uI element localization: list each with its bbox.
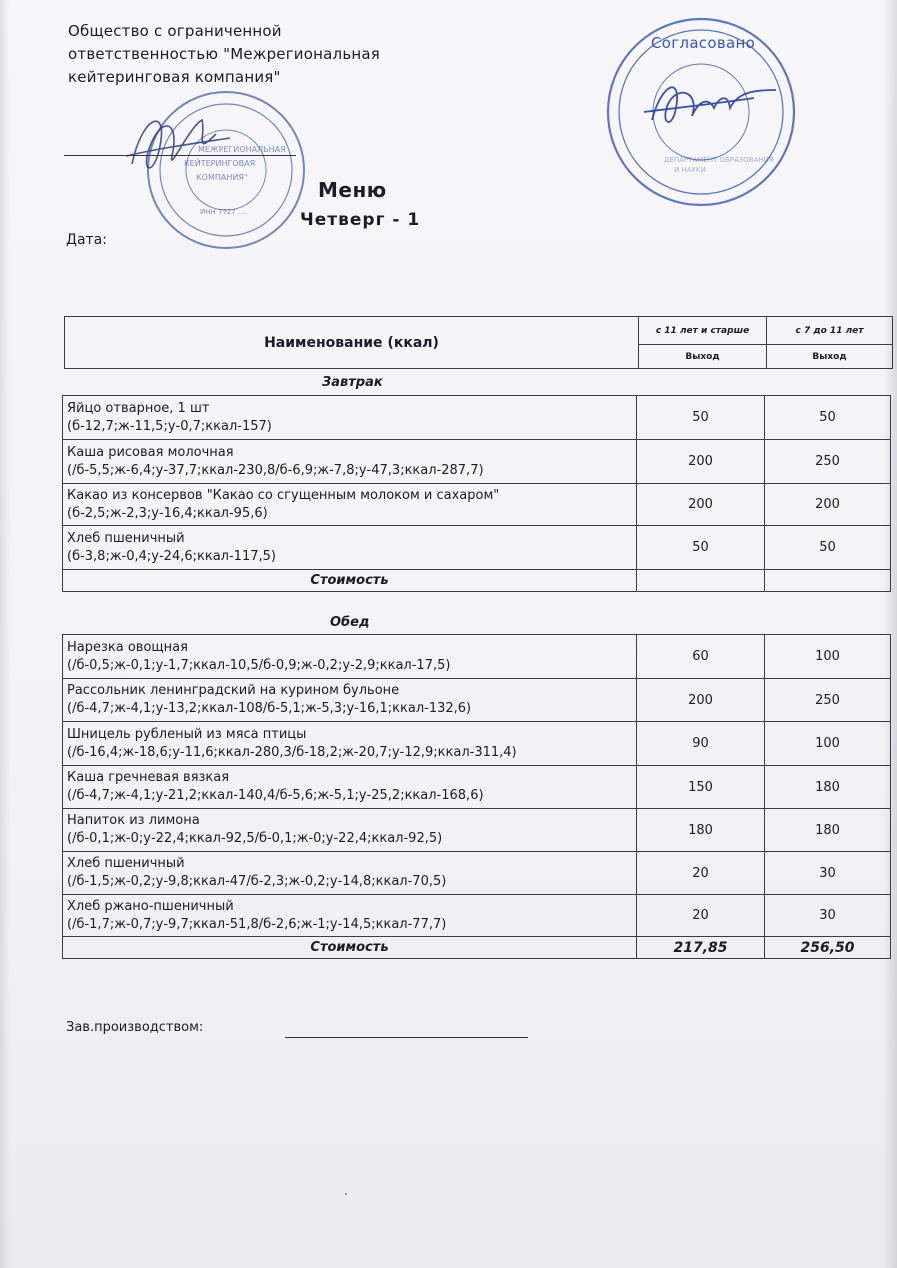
dish-nutrition: (б-3,8;ж-0,4;у-24,6;ккал-117,5) <box>67 548 276 564</box>
dish-name: Хлеб ржано-пшеничный <box>67 898 234 914</box>
total-row <box>63 570 891 592</box>
breakfast-table <box>62 395 891 592</box>
total-row <box>63 937 891 959</box>
dish-cell <box>63 484 637 526</box>
dish-cell <box>63 679 637 722</box>
portion-group-a: 90 <box>637 722 765 766</box>
paper-speck <box>345 1193 347 1195</box>
dish-nutrition: (б-12,7;ж-11,5;у-0,7;ккал-157) <box>67 418 272 434</box>
table-row <box>63 809 891 852</box>
signature-line <box>64 155 296 156</box>
section-title-breakfast: Завтрак <box>322 375 383 390</box>
svg-text:КОМПАНИЯ": КОМПАНИЯ" <box>196 173 248 182</box>
column-header-group-b: с 7 до 11 лет <box>767 317 893 345</box>
portion-group-b: 200 <box>765 484 891 526</box>
portion-group-b: 250 <box>765 440 891 484</box>
total-group-b <box>765 570 891 592</box>
dish-nutrition: (/б-1,7;ж-0,7;у-9,7;ккал-51,8/б-2,6;ж-1;у-14,5;ккал-77,7) <box>67 916 447 932</box>
table-row <box>63 852 891 895</box>
portion-group-a: 50 <box>637 526 765 570</box>
svg-text:МЕЖРЕГИОНАЛЬНАЯ: МЕЖРЕГИОНАЛЬНАЯ <box>198 145 286 154</box>
dish-nutrition: (/б-0,5;ж-0,1;у-1,7;ккал-10,5/б-0,9;ж-0,2;у-2,9;ккал-17,5) <box>67 657 451 673</box>
dish-cell <box>63 722 637 766</box>
production-manager-label: Зав.производством: <box>66 1020 204 1035</box>
portion-group-b: 100 <box>765 635 891 679</box>
dish-name: Хлеб пшеничный <box>67 856 185 871</box>
total-group-a <box>637 570 765 592</box>
portion-group-b: 100 <box>765 722 891 766</box>
dish-name: Каша рисовая молочная <box>67 444 234 460</box>
portion-group-a: 150 <box>637 766 765 809</box>
portion-group-b: 50 <box>765 526 891 570</box>
total-group-b: 256,50 <box>765 937 891 959</box>
table-row <box>63 526 891 570</box>
table-row <box>63 440 891 484</box>
dish-cell <box>63 895 637 937</box>
column-header-output-a: Выход <box>639 345 767 369</box>
dish-nutrition: (б-2,5;ж-2,3;у-16,4;ккал-95,6) <box>67 505 268 521</box>
company-name <box>68 20 428 89</box>
dish-name: Шницель рубленый из мяса птицы <box>67 726 307 742</box>
section-title-lunch: Обед <box>330 615 370 630</box>
column-header-output-b: Выход <box>767 345 893 369</box>
table-row <box>63 484 891 526</box>
portion-group-a: 200 <box>637 484 765 526</box>
portion-group-b: 180 <box>765 809 891 852</box>
portion-group-a: 200 <box>637 440 765 484</box>
dish-cell <box>63 852 637 895</box>
portion-group-a: 20 <box>637 852 765 895</box>
dish-nutrition: (/б-16,4;ж-18,6;у-11,6;ккал-280,3/б-18,2;ж-20,7;у-12,9;ккал-311,4) <box>67 744 517 760</box>
paper-shadow-left <box>0 0 10 1268</box>
dish-cell <box>63 635 637 679</box>
company-name-line-3: кейтеринговая компания" <box>68 68 281 86</box>
page-title: Меню <box>318 178 387 202</box>
dish-name: Нарезка овощная <box>67 639 188 655</box>
dish-cell <box>63 809 637 852</box>
table-row <box>63 679 891 722</box>
column-header-name: Наименование (ккал) <box>65 317 639 369</box>
dish-cell <box>63 526 637 570</box>
dish-nutrition: (/б-4,7;ж-4,1;у-13,2;ккал-108/б-5,1;ж-5,3;у-16,1;ккал-132,6) <box>67 701 472 716</box>
portion-group-a: 180 <box>637 809 765 852</box>
portion-group-b: 180 <box>765 766 891 809</box>
dish-name: Хлеб пшеничный <box>67 530 185 546</box>
svg-text:И НАУКИ: И НАУКИ <box>674 166 706 174</box>
company-name-line-1: Общество с ограниченной <box>68 22 282 40</box>
dish-name: Какао из консервов "Какао со сгущенным молоком и сахаром" <box>67 487 500 503</box>
svg-text:ДЕПАРТАМЕНТ ОБРАЗОВАНИЯ: ДЕПАРТАМЕНТ ОБРАЗОВАНИЯ <box>664 156 774 164</box>
menu-header-table <box>64 316 893 369</box>
dish-name: Напиток из лимона <box>67 813 200 828</box>
portion-group-b: 30 <box>765 895 891 937</box>
portion-group-a: 20 <box>637 895 765 937</box>
production-manager-signature-line <box>285 1037 528 1038</box>
dish-name: Каша гречневая вязкая <box>67 770 230 785</box>
total-group-a: 217,85 <box>637 937 765 959</box>
table-row <box>63 766 891 809</box>
svg-text:ИНН 7727 ....: ИНН 7727 .... <box>200 208 247 216</box>
dish-nutrition: (/б-0,1;ж-0;у-22,4;ккал-92,5/б-0,1;ж-0;у-22,4;ккал-92,5) <box>67 831 443 846</box>
company-stamp-icon <box>120 86 320 254</box>
page-subtitle: Четверг - 1 <box>300 210 421 230</box>
lunch-table <box>62 634 891 959</box>
portion-group-a: 200 <box>637 679 765 722</box>
column-header-group-a: с 11 лет и старше <box>639 317 767 345</box>
approval-label: Согласовано <box>651 34 756 52</box>
dish-name: Рассольник ленинградский на курином бульоне <box>67 683 400 698</box>
dish-nutrition: (/б-4,7;ж-4,1;у-21,2;ккал-140,4/б-5,6;ж-5,1;у-25,2;ккал-168,6) <box>67 788 484 803</box>
dish-cell <box>63 766 637 809</box>
total-label: Стоимость <box>63 937 637 959</box>
portion-group-a: 60 <box>637 635 765 679</box>
table-row <box>63 396 891 440</box>
table-row <box>63 635 891 679</box>
table-row <box>63 722 891 766</box>
portion-group-b: 250 <box>765 679 891 722</box>
dish-nutrition: (/б-1,5;ж-0,2;у-9,8;ккал-47/б-2,3;ж-0,2;у-14,8;ккал-70,5) <box>67 874 447 889</box>
portion-group-b: 30 <box>765 852 891 895</box>
total-label: Стоимость <box>63 570 637 592</box>
dish-cell <box>63 440 637 484</box>
dish-nutrition: (/б-5,5;ж-6,4;у-37,7;ккал-230,8/б-6,9;ж-7,8;у-47,3;ккал-287,7) <box>67 462 484 478</box>
svg-text:КЕЙТЕРИНГОВАЯ: КЕЙТЕРИНГОВАЯ <box>184 159 256 168</box>
company-name-line-2: ответственностью "Межрегиональная <box>68 45 380 63</box>
portion-group-a: 50 <box>637 396 765 440</box>
dish-name: Яйцо отварное, 1 шт <box>67 400 210 416</box>
date-label: Дата: <box>66 232 107 248</box>
portion-group-b: 50 <box>765 396 891 440</box>
table-row <box>63 895 891 937</box>
dish-cell <box>63 396 637 440</box>
